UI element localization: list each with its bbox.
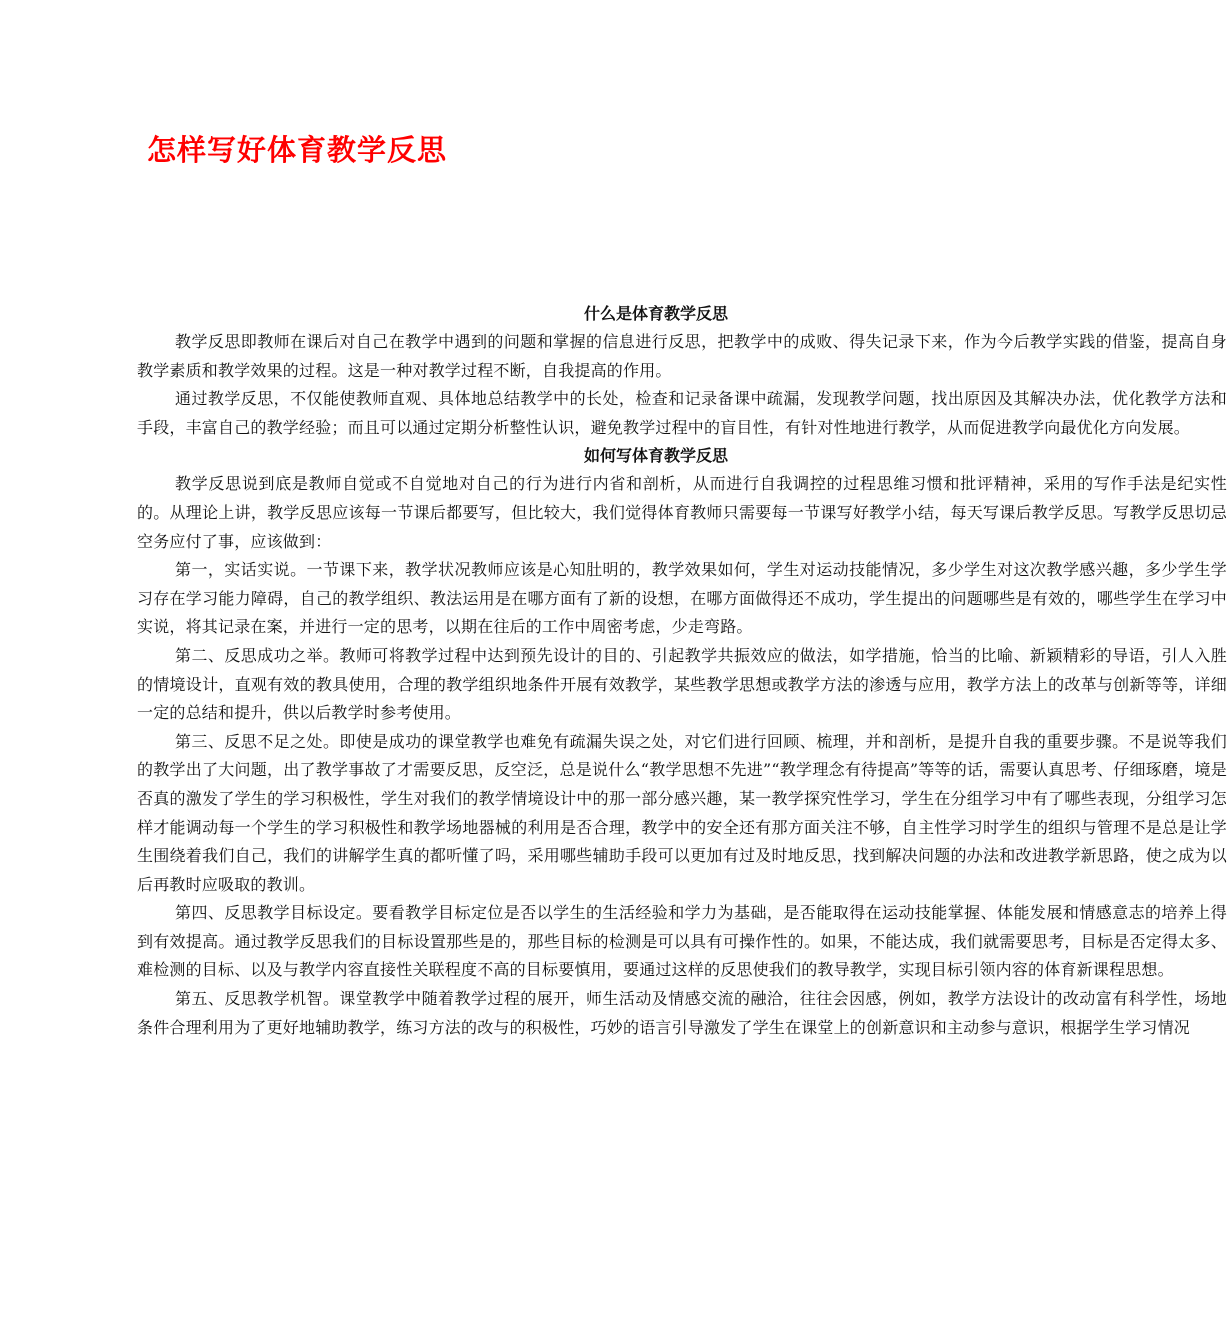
section-heading-how-to: 如何写体育教学反思	[584, 446, 729, 466]
section-heading-what-is: 什么是体育教学反思	[584, 304, 729, 323]
paragraph-point-two: 第二、反思成功之举。教师可将教学过程中达到预先设计的目的、引起教学共振效应的做法，如学措施，恰当的比喻、新颖精彩的导语，引人入胜的情境设计，直观有效的教具使用，合理的教学组织地条件开展有效教学，某些教学思想或教学方法的渗透与应用，教学方法上的改革与创新等等，详细一定的总结和提升，供以后教学时参考使用。	[137, 645, 1227, 723]
paragraph: 教学反思说到底是教师自觉或不自觉地对自己的行为进行内省和剖析，从而进行自我调控的过程思维习惯和批评精神，采用的写作手法是纪实性的。从理论上讲，教学反思应该每一节课后都要写，但比较大，我们觉得体育教师只需要每一节课写好教学小结，每天写课后教学反思。写教学反思切忌空务应付了事，应该做到：	[137, 474, 1227, 551]
paragraph: 通过教学反思，不仅能使教师直观、具体地总结教学中的长处，检查和记录备课中疏漏，发现教学问题，找出原因及其解决办法，优化教学方法和手段，丰富自己的教学经验；而且可以通过定期分析整性认识，避免教学过程中的盲目性，有针对性地进行教学，从而促进教学向最优化方向发展。	[137, 389, 1227, 437]
paragraph-point-four: 第四、反思教学目标设定。要看教学目标定位是否以学生的生活经验和学力为基础，是否能取得在运动技能掌握、体能发展和情感意志的培养上得到有效提高。通过教学反思我们的目标设置那些是的，那些目标的检测是可以具有可操作性的。如果，不能达成，我们就需要思考，目标是否定得太多、难检测的目标、以及与教学内容直接性关联程度不高的目标要慎用，要通过这样的反思使我们的教导教学，实现目标引领内容的体育新课程思想。	[137, 903, 1227, 980]
paragraph: 教学反思即教师在课后对自己在教学中遇到的问题和掌握的信息进行反思，把教学中的成败、得失记录下来，作为今后教学实践的借鉴，提高自身教学素质和教学效果的过程。这是一种对教学过程不断，自我提高的作用。	[137, 332, 1227, 380]
paragraph-point-three: 第三、反思不足之处。即使是成功的课堂教学也难免有疏漏失误之处，对它们进行回顾、梳理，并和剖析，是提升自我的重要步骤。不是说等我们的教学出了大问题，出了教学事故了才需要反思，反空泛，总是说什么“教学思想不先进”“教学理念有待提高”等等的话，需要认真思考、仔细琢磨，境是否真的激发了学生的学习积极性，学生对我们的教学情境设计中的那一部分感兴趣，某一教学探究性学习，学生在分组学习中有了哪些表现，分组学习怎样才能调动每一个学生的学习积极性和教学场地器械的利用是否合理，教学中的安全还有那方面关注不够，自主性学习时学生的组织与管理不是总是让学生围绕着我们自己，我们的讲解学生真的都听懂了吗，采用哪些辅助手段可以更加有过及时地反思，找到解决问题的办法和改进教学新思路，使之成为以后再教时应吸取的教训。	[137, 731, 1227, 894]
document-body	[137, 300, 1227, 1042]
paragraph-point-one: 第一，实话实说。一节课下来，教学状况教师应该是心知肚明的，教学效果如何，学生对运动技能情况，多少学生对这次教学感兴趣，多少学生学习存在学习能力障碍，自己的教学组织、教法运用是在哪方面有了新的设想，在哪方面做得还不成功，学生提出的问题哪些是有效的，哪些学生在学习中实说，将其记录在案，并进行一定的思考，以期在往后的工作中周密考虑，少走弯路。	[137, 560, 1227, 637]
page-title: 怎样写好体育教学反思	[147, 133, 448, 167]
paragraph-point-five: 第五、反思教学机智。课堂教学中随着教学过程的展开，师生活动及情感交流的融洽，往往会因感，例如，教学方法设计的改动富有科学性，场地条件合理利用为了更好地辅助教学，练习方法的改与的积极性，巧妙的语言引导激发了学生在课堂上的创新意识和主动参与意识，根据学生学习情况	[137, 989, 1227, 1037]
